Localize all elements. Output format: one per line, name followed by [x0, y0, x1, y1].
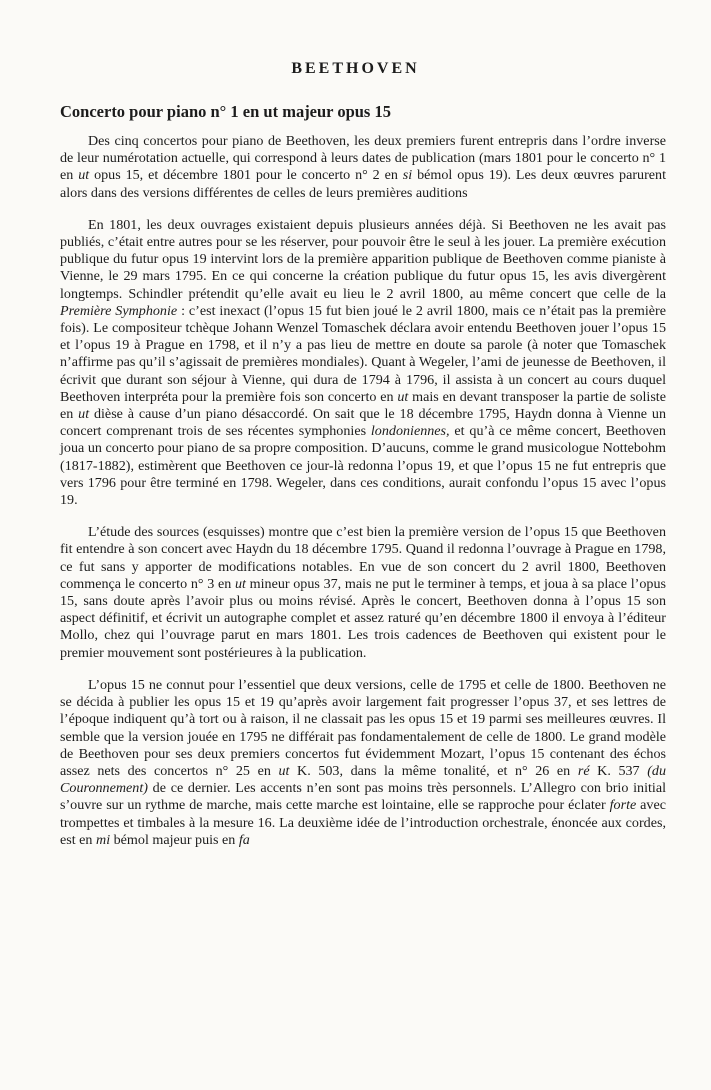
paragraph-1: Des cinq concertos pour piano de Beethoven, les deux premiers furent entrepris dans l’ordre inverse de leur numérotation actuelle, qui correspond à leurs dates de publication (mars 1801 pour le concerto n° 1 en ut opus 15, et décembre 1801 pour le concerto n° 2 en si bémol opus 19). Les deux œuvres parurent alors dans des versions différentes de celles de leurs premières auditions [60, 133, 667, 201]
body-text [60, 133, 666, 864]
paragraph-2: En 1801, les deux ouvrages existaient depuis plusieurs années déjà. Si Beethoven ne les avait pas publiés, c’était entre autres pour se les réserver, pour pouvoir être le seul à les jouer. La première exécution publique du futur opus 19 intervint lors de la première apparition publique de Beethoven comme pianiste à Vienne, le 29 mars 1795. En ce qui concerne la création publique du futur opus 15, les avis divergèrent longtemps. Schindler prétendit qu’elle avait eu lieu le 2 avril 1800, au même concert que celle de la Première Symphonie : c’est inexact (l’opus 15 fut bien joué le 2 avril 1800, mais ce n’était pas la première fois). Le compositeur tchèque Johann Wenzel Tomaschek déclara avoir entendu Beethoven jouer l’opus 15 et l’opus 19 à Prague en 1798, et il n’y a pas lieu de mettre en doute sa parole (à noter que Tomaschek n’affirme pas qu’il s’agissait de premières mondiales). Quant à Wegeler, l’ami de jeunesse de Beethoven, il écrivit que durant son séjour à Vienne, qui dura de 1794 à 1796, il assista à un concert au cours duquel Beethoven interpréta pour la première fois son concerto en ut mais en devant transposer la partie de soliste en ut dièse à cause d’un piano désaccordé. On sait que le 18 décembre 1795, Haydn donna à Vienne un concert comprenant trois de ses récentes symphonies londoniennes, et qu’à ce même concert, Beethoven joua un concerto pour piano de sa propre composition. D’aucuns, comme le grand musicologue Nottebohm (1817-1882), estimèrent que Beethoven ce jour-là redonna l’opus 19, et que l’opus 15 ne fut entrepris que vers 1796 pour être terminé en 1798. Wegeler, dans ces conditions, aurait confondu l’opus 15 avec l’opus 19. [60, 216, 666, 509]
section-title: Concerto pour piano n° 1 en ut majeur opus 15 [60, 102, 391, 121]
running-head: BEETHOVEN [291, 60, 420, 77]
paragraph-3: L’étude des sources (esquisses) montre que c’est bien la première version de l’opus 15 que Beethoven fit entendre à son concert avec Haydn du 18 décembre 1795. Quand il redonna l’ouvrage à Prague en 1798, ce fut sans y apporter de modifications notables. En vue de son concert du 2 avril 1800, Beethoven commença le concerto n° 3 en ut mineur opus 37, mais ne put le terminer à temps, et joua à sa place l’opus 15, sans doute après l’avoir plus ou moins révisé. Après le concert, Beethoven donna à l’opus 15 son aspect définitif, et écrivit un autographe complet et assez raturé qu’en décembre 1800 il envoya à l’éditeur Mollo, chez qui l’ouvrage parut en mars 1801. Les trois cadences de Beethoven qui existent pour le premier mouvement sont postérieures à la publication. [60, 524, 666, 661]
paragraph-4: L’opus 15 ne connut pour l’essentiel que deux versions, celle de 1795 et celle de 1800. Beethoven ne se décida à publier les opus 15 et 19 qu’après avoir largement fait progresser l’opus 37, et ses lettres de l’époque indiquent qu’à tort ou à raison, il ne classait pas les opus 15 et 19 parmi ses meilleures œuvres. Il semble que la version jouée en 1795 ne différait pas fondamentalement de celle de 1800. Le grand modèle de Beethoven pour ses deux premiers concertos fut évidemment Mozart, l’opus 15 contenant des échos assez nets des concertos n° 25 en ut K. 503, dans la même tonalité, et n° 26 en ré K. 537 (du Couronnement) de ce dernier. Les accents n’en sont pas moins très personnels. L’Allegro con brio initial s’ouvre sur un rythme de marche, mais cette marche est lointaine, elle se rapproche pour éclater forte avec trompettes et timbales à la mesure 16. La deuxième idée de l’introduction orchestrale, énoncée aux cordes, est en mi bémol majeur puis en fa [60, 676, 666, 848]
